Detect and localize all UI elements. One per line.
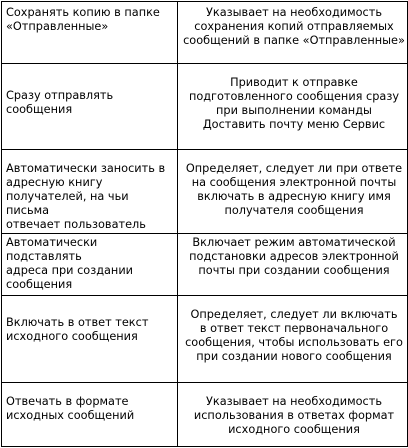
option-label: Автоматически заносить в адресную книгу получателей, на чьи письма отвечает пользователь <box>6 161 166 231</box>
option-description: Включает режим автоматической подстановки адресов электронной почты при создании сообщения <box>189 236 399 278</box>
option-description: Определяет, следует ли при ответе на сообщения электронной почты включать в адресную книгу имя получателя сообщения <box>185 161 403 217</box>
option-label: Отвечать в формате исходных сообщений <box>6 394 135 422</box>
option-cell <box>2 2 178 64</box>
description-cell <box>178 149 408 233</box>
option-description: Указывает на необходимость сохранения копий отправляемых сообщений в папке «Отправленные» <box>183 6 405 47</box>
option-description: Определяет, следует ли включать в ответ текст первоначального сообщения, чтобы использовать его при создании нового сообщения <box>185 308 403 364</box>
table-row <box>2 2 408 64</box>
option-cell <box>2 382 178 446</box>
option-description: Указывает на необходимость использования в ответах формат исходного сообщения <box>193 394 395 436</box>
table-row <box>2 64 408 149</box>
option-cell <box>2 149 178 233</box>
option-cell <box>2 234 178 296</box>
table-row <box>2 296 408 382</box>
description-cell <box>178 64 408 149</box>
option-cell <box>2 296 178 382</box>
table-row <box>2 382 408 446</box>
table-row <box>2 234 408 296</box>
option-label: Включать в ответ текст исходного сообщения <box>6 316 149 344</box>
option-description: Приводит к отправке подготовленного сообщения сразу при выполнении команды Доставить почту меню Сервис <box>188 76 400 132</box>
description-cell <box>178 382 408 446</box>
option-label: Сохранять копию в папке «Отправленные» <box>6 6 160 33</box>
option-label: Автоматически подставлять адреса при создании сообщения <box>6 236 134 292</box>
settings-table <box>1 1 408 447</box>
table-row <box>2 149 408 233</box>
option-label: Сразу отправлять сообщения <box>6 89 114 117</box>
description-cell <box>178 2 408 64</box>
description-cell <box>178 296 408 382</box>
description-cell <box>178 234 408 296</box>
option-cell <box>2 64 178 149</box>
